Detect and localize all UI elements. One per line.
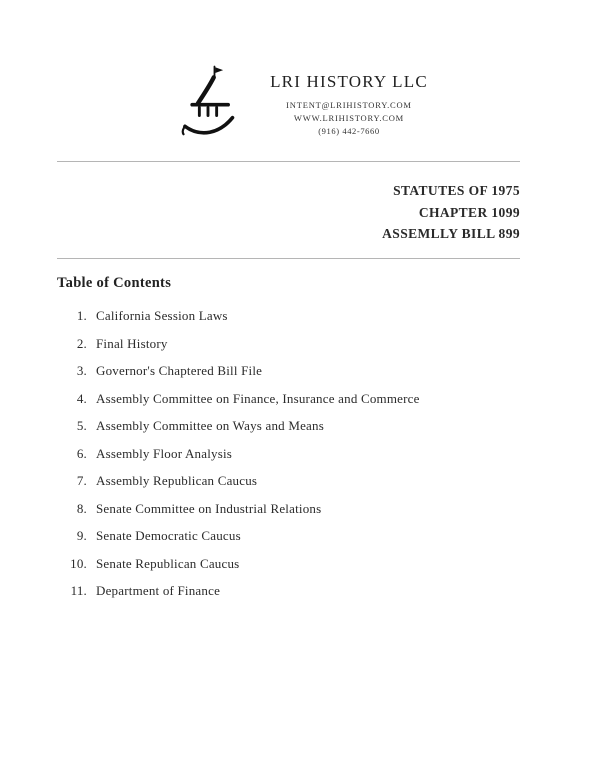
toc-item [57,501,560,517]
toc-item [57,336,560,352]
company-website: WWW.LRIHISTORY.COM [293,113,405,124]
statutes-line-2: CHAPTER 1099 [418,204,520,220]
toc-item-label: Senate Democratic Caucus [96,528,241,543]
toc-item-number: 2. [76,335,87,351]
toc-heading: Table of Contents [57,275,172,291]
toc-item [57,473,560,489]
toc-item-number: 10. [70,555,87,571]
toc-item-label: Assembly Committee on Ways and Means [96,418,324,433]
toc-item [57,556,560,572]
toc-item-number: 3. [76,363,87,378]
toc-item [57,583,560,599]
company-name: LRI HISTORY LLC [270,72,428,91]
toc-item-label: California Session Laws [96,308,228,323]
letterhead [0,58,600,146]
toc-item [57,308,560,324]
company-email: INTENT@LRIHISTORY.COM [286,100,412,110]
toc-item-label: Assembly Committee on Finance, Insurance and Commerce [96,390,420,406]
toc-item-number: 8. [76,500,87,516]
toc-item [57,528,560,544]
toc-item-label: Senate Republican Caucus [96,555,240,571]
toc-item [57,418,560,434]
toc-item-number: 4. [76,390,87,406]
toc-item-number: 9. [76,528,87,543]
toc-item-number: 1. [76,308,87,323]
toc-item-label: Senate Committee on Industrial Relations [96,500,322,516]
divider-top [57,161,520,162]
statutes-line-3: ASSEMLLY BILL 899 [382,226,520,242]
toc-item [57,363,560,379]
statutes-block [382,180,520,245]
toc-item [57,446,560,462]
letterhead-text [270,58,428,139]
company-phone: (916) 442-7660 [318,126,380,137]
toc-item-label: Assembly Republican Caucus [96,473,258,488]
toc-item-label: Governor's Chaptered Bill File [96,363,263,378]
toc-item [57,391,560,407]
toc-item-label: Final History [96,335,168,351]
toc-item-number: 7. [76,473,87,488]
lri-logo-icon [172,62,244,146]
toc-item-number: 5. [76,418,87,433]
toc-list [57,308,560,611]
toc-item-label: Assembly Floor Analysis [96,445,233,461]
divider-bottom [57,258,520,259]
toc-item-label: Department of Finance [96,583,221,598]
toc-item-number: 6. [76,445,87,461]
statutes-line-1: STATUTES OF 1975 [393,183,520,198]
toc-item-number: 11. [70,583,87,598]
